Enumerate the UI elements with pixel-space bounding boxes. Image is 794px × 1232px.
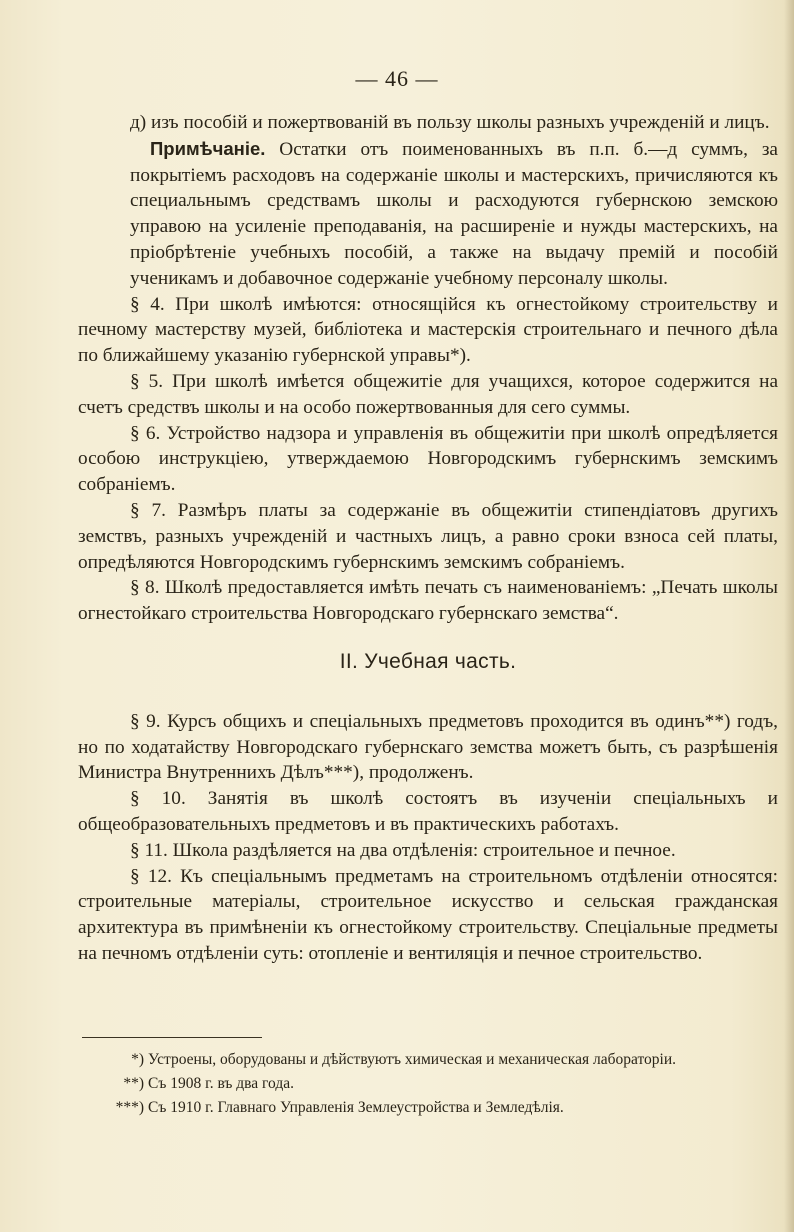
paragraph-d-item xyxy=(78,110,778,136)
footnote-text: Съ 1910 г. Главнаго Управленія Землеустройства и Земледѣлія. xyxy=(148,1099,564,1116)
paragraph-s11: § 11. Школа раздѣляется на два отдѣленія: строительное и печное. xyxy=(130,839,676,861)
paragraph-s12: § 12. Къ спеціальнымъ предметамъ на строительномъ отдѣленіи относятся: строительные матеріалы, строительное искусство и сельская гражданская архитектура въ примѣненіи къ огнестойкому строительству. Спеціальные предметы на печномъ отдѣленіи суть: отопленіе и вентиляція и печное строительство. xyxy=(78,865,778,964)
footnote-mark: ***) xyxy=(115,1099,144,1116)
footnote-2 xyxy=(100,1072,760,1096)
footnote-1 xyxy=(100,1048,760,1072)
footnote-mark: *) xyxy=(131,1051,144,1068)
footnote-3 xyxy=(100,1096,760,1120)
paragraph-s4: § 4. При школѣ имѣются: относящійся къ огнестойкому строительству и печному мастерству музей, библіотека и мастерскія строительнаго и печного дѣла по ближайшему указанію губернской управы*). xyxy=(78,293,778,367)
paragraph-s6: § 6. Устройство надзора и управленія въ общежитіи при школѣ опредѣляется особою инструкціею, утверждаемою Новгородскимъ губернскимъ земскимъ собраніемъ. xyxy=(78,422,778,496)
note-paragraph xyxy=(130,136,778,292)
paragraph-d-item-text: д) изъ пособій и пожертвованій въ пользу школы разныхъ учрежденій и лицъ. xyxy=(130,112,770,133)
paragraph-s10: § 10. Занятія въ школѣ состоятъ въ изученіи спеціальныхъ и общеобразовательныхъ предметовъ и въ практическихъ работахъ. xyxy=(78,788,778,835)
note-title: Примѣчаніе. xyxy=(150,137,266,159)
footnote-text: Устроены, оборудованы и дѣйствуютъ химическая и механическая лабораторіи. xyxy=(148,1051,676,1068)
page-number: — 46 — xyxy=(355,66,439,91)
footnote-mark: **) xyxy=(123,1075,144,1092)
section-heading: II. Учебная часть. xyxy=(339,649,517,673)
paragraph-s7: § 7. Размѣръ платы за содержаніе въ общежитіи стипендіатовъ другихъ земствъ, разныхъ учрежденій и частныхъ лицъ, а равно сроки взноса сей платы, опредѣляются Новгородскимъ губернскимъ земскимъ собраніемъ. xyxy=(78,499,778,573)
note-body: Остатки отъ поименованныхъ въ п.п. б.—д суммъ, за покрытіемъ расходовъ на содержаніе школы и мастерскихъ, причисляются къ специальнымъ средствамъ школы и расходуются губернскою земскою управою на усиленіе преподаванія, на расширеніе и нужды мастерскихъ, на пріобрѣтеніе учебныхъ пособій, а также на выдачу премій и пособій ученикамъ и добавочное содержаніе учебному персоналу школы. xyxy=(130,138,778,289)
page-edge-shadow xyxy=(784,0,794,1232)
paragraph-s8: § 8. Школѣ предоставляется имѣть печать съ наименованіемъ: „Печать школы огнестойкаго строительства Новгородскаго губернскаго земства“. xyxy=(78,577,778,625)
footnote-text: Съ 1908 г. въ два года. xyxy=(148,1075,294,1092)
paragraph-s9: § 9. Курсъ общихъ и спеціальныхъ предметовъ проходится въ одинъ**) годъ, но по ходатайству Новгородскаго губернскаго земства можетъ быть, съ разрѣшенія Министра Внутреннихъ Дѣлъ***), продолженъ. xyxy=(78,710,778,784)
footnotes xyxy=(100,1048,760,1120)
body-text xyxy=(78,110,778,967)
footnote-divider xyxy=(82,1037,262,1038)
paragraph-s5: § 5. При школѣ имѣется общежитіе для учащихся, которое содержится на счетъ средствъ школы и на особо пожертвованныя для сего суммы. xyxy=(78,370,778,418)
